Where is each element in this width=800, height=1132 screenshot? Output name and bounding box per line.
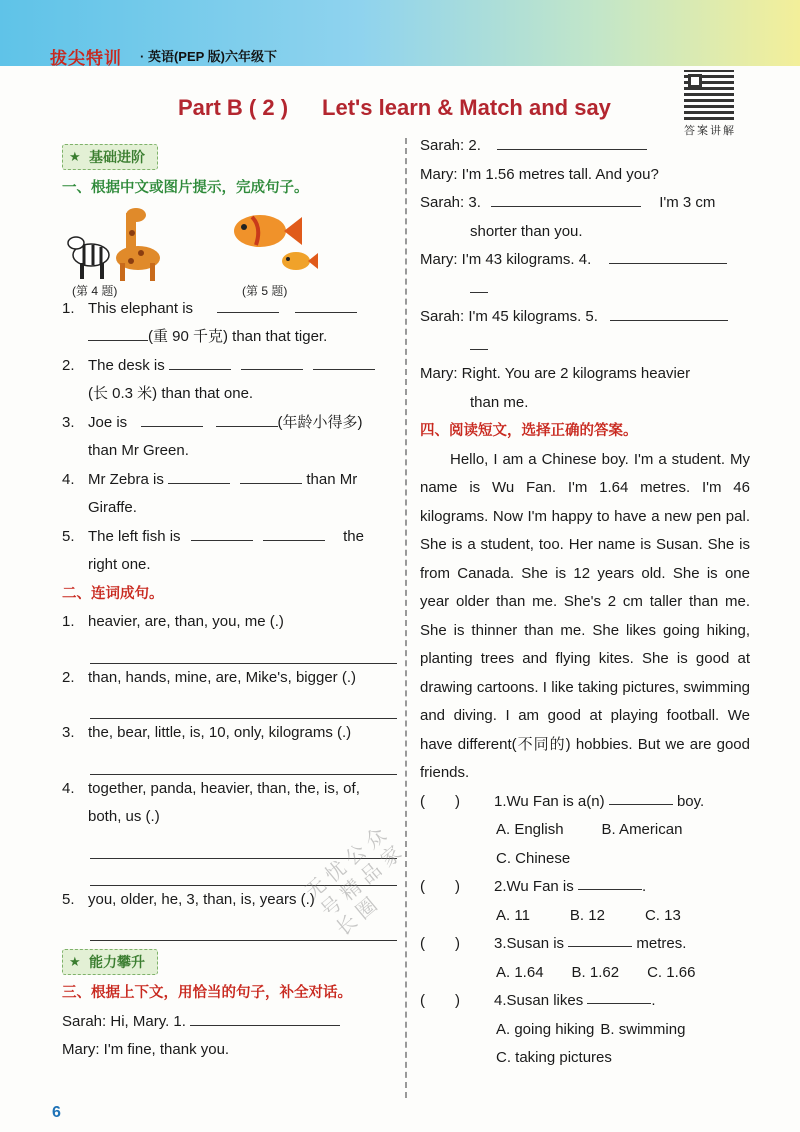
answer-blank[interactable] — [609, 247, 727, 264]
sec2-item-3: 3. the, bear, little, is, 10, only, kilograms (.) — [62, 719, 397, 775]
qr-label: 答案讲解 — [684, 125, 736, 137]
answer-blank[interactable] — [241, 353, 303, 370]
sec2-item-1: 1. heavier, are, than, you, me (.) — [62, 608, 397, 664]
question-1: ( ) 1. Wu Fan is a(n) boy. A. English B. American C. Chinese — [420, 788, 750, 874]
section-4-title: 四、阅读短文，选择正确的答案。 — [420, 423, 638, 439]
option-a[interactable]: A. going hiking — [496, 1020, 595, 1038]
sec2-item-4: 4. together, panda, heavier, than, the, is, of, both, us (.) — [62, 775, 397, 886]
option-b[interactable]: B. 1.62 — [571, 963, 620, 981]
answer-line[interactable] — [90, 692, 397, 719]
dialog-line-7: Sarah: I'm 45 kilograms. 5. — [420, 303, 750, 332]
sec1-item-3: 3. Joe is (年龄小得多) than Mr Green. — [62, 409, 397, 466]
answer-blank[interactable] — [470, 333, 488, 350]
dialog-line-4: Mary: I'm 1.56 metres tall. And you? — [420, 165, 659, 183]
answer-blank[interactable] — [610, 304, 728, 321]
book-subtitle: · 英语(PEP 版)六年级下 — [140, 49, 277, 64]
zebra-giraffe-icon — [66, 203, 166, 283]
advance-badge: ★ 能力攀升 — [62, 949, 158, 975]
answer-blank[interactable] — [578, 873, 642, 890]
option-a[interactable]: A. 1.64 — [496, 963, 544, 981]
sec1-item-4: 4. Mr Zebra is than Mr Giraffe. — [62, 466, 397, 523]
option-c[interactable]: C. Chinese — [496, 849, 571, 867]
option-b[interactable]: B. swimming — [600, 1020, 686, 1038]
title-main: Let's learn & Match and say — [322, 95, 611, 120]
caption-q4: (第 4 题) — [72, 283, 118, 298]
answer-blank[interactable] — [609, 788, 673, 805]
option-c[interactable]: C. taking pictures — [496, 1049, 612, 1066]
brand-logo: 拔尖特训 — [50, 49, 122, 68]
answer-blank[interactable] — [191, 524, 253, 541]
section-3-title: 三、根据上下文，用恰当的句子，补全对话。 — [62, 985, 352, 1001]
answer-blank[interactable] — [568, 930, 632, 947]
answer-blank[interactable] — [263, 524, 325, 541]
answer-blank[interactable] — [470, 276, 488, 293]
dialog-line-5: Sarah: 3. I'm 3 cm — [420, 189, 750, 218]
option-a[interactable]: A. 11 — [496, 906, 530, 924]
section-1-title: 一、根据中文或图片提示，完成句子。 — [62, 180, 309, 196]
answer-blank[interactable] — [295, 296, 357, 313]
section-2-title: 二、连词成句。 — [62, 585, 164, 602]
dialog-line-8b: than me. — [470, 393, 529, 411]
sec2-item-5: 5. you, older, he, 3, than, is, years (.) — [62, 886, 397, 942]
answer-blank[interactable] — [313, 353, 375, 370]
option-c[interactable]: C. 13 — [644, 906, 681, 924]
answer-blank[interactable] — [216, 410, 278, 427]
dialog-line-3: Sarah: 2. — [420, 132, 750, 161]
reading-passage: Hello, I am a Chinese boy. I'm a student. My name is Wu Fan. I'm 1.64 metres. I'm 46 kilograms. Now I'm happy to have a new pen pal. She is a student, too. Her name is Susan. She is from Canada. She is 12 years old. She is one year older than me. She's 2 cm taller than me. She is thinner than me. She likes going hiking, planting trees and flying kites. She is good at drawing cartoons. I like taking pictures, swimming and diving. I am good at playing football. We have different(不同的) hobbies. But we are good friends. — [420, 450, 750, 781]
title-part: Part B ( 2 ) — [178, 95, 289, 120]
question-2: ( ) 2. Wu Fan is . A. 11 B. 12 C. 13 — [420, 873, 750, 930]
answer-blank[interactable] — [491, 190, 641, 207]
answer-blank[interactable] — [190, 1009, 340, 1026]
answer-blank[interactable] — [240, 467, 302, 484]
option-c[interactable]: C. 1.66 — [647, 963, 696, 981]
question-4: ( ) 4. Susan likes . A. going hiking B. swimming C. taking pictures — [420, 987, 750, 1073]
page-title — [178, 95, 611, 121]
watermark-stamp: 无忧公众号精品家长圈 — [301, 820, 411, 941]
answer-blank[interactable] — [168, 467, 230, 484]
answer-blank[interactable] — [141, 410, 203, 427]
page-number: 6 — [52, 1104, 61, 1121]
option-b[interactable]: B. American — [601, 821, 683, 838]
option-b[interactable]: B. 12 — [569, 906, 605, 924]
answer-blank[interactable] — [169, 353, 231, 370]
sec1-item-5: 5. The left fish is the right one. — [62, 523, 397, 580]
answer-line[interactable] — [90, 637, 397, 664]
answer-blank[interactable] — [88, 324, 148, 341]
dialog-line-5b: shorter than you. — [470, 222, 583, 240]
dialog-line-8: Mary: Right. You are 2 kilograms heavier — [420, 365, 691, 382]
sec1-item-2: 2. The desk is (长 0.3 米) than that one. — [62, 352, 397, 409]
answer-blank[interactable] — [587, 987, 651, 1004]
fish-icon — [222, 199, 322, 279]
answer-blank[interactable] — [497, 133, 647, 150]
sec1-item-1: 1. This elephant is (重 90 千克) than that tiger. — [62, 295, 397, 352]
dialog-line-6: Mary: I'm 43 kilograms. 4. — [420, 246, 750, 275]
sec2-item-2: 2. than, hands, mine, are, Mike's, bigger (.) — [62, 664, 397, 720]
dialog-line-2: Mary: I'm fine, thank you. — [62, 1041, 230, 1058]
basic-badge: ★ 基础进阶 — [62, 144, 158, 170]
option-a[interactable]: A. English — [496, 821, 564, 838]
question-3: ( ) 3. Susan is metres. A. 1.64 B. 1.62 C. 1.66 — [420, 930, 750, 987]
qr-code-icon — [684, 70, 734, 120]
dialog-line-1: Sarah: Hi, Mary. 1. — [62, 1008, 397, 1037]
answer-line[interactable] — [90, 748, 397, 775]
caption-q5: (第 5 题) — [242, 283, 288, 298]
picture-row — [62, 203, 397, 298]
